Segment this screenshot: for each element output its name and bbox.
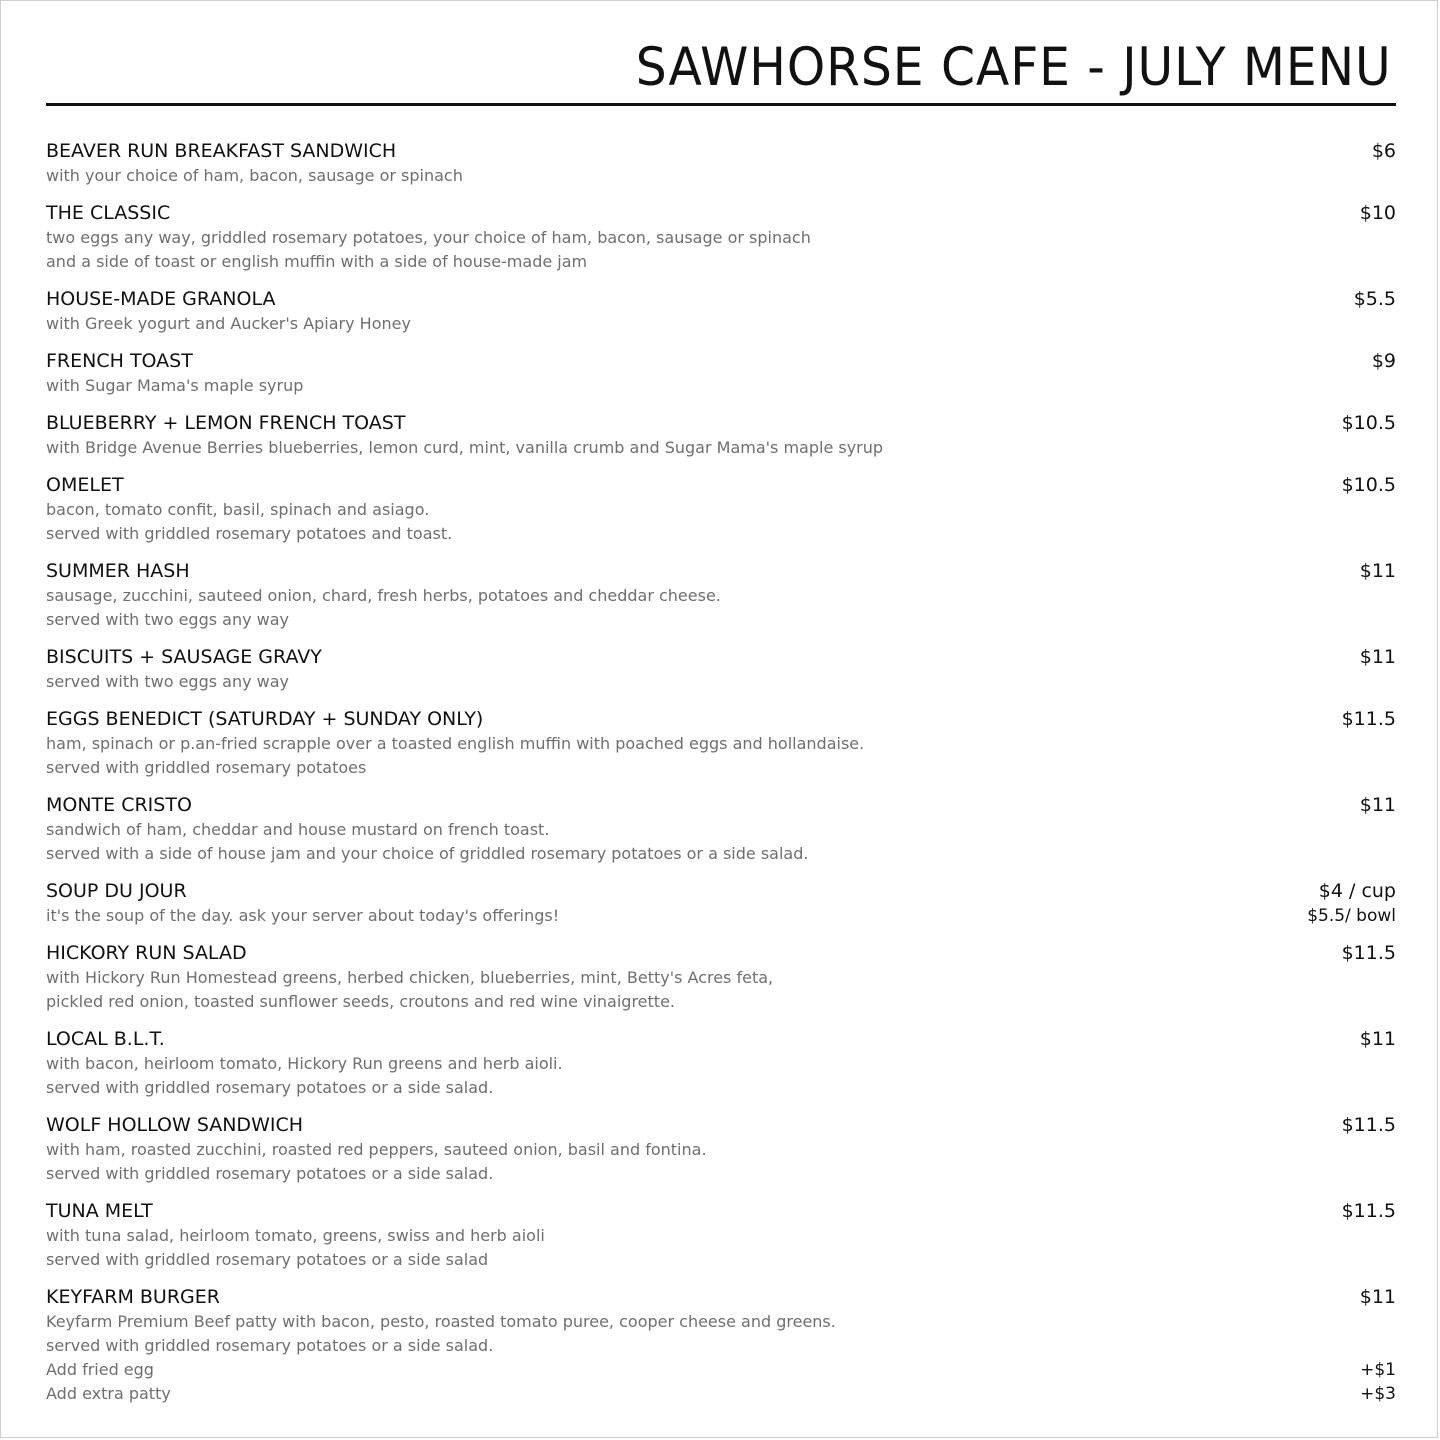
menu-addon [46, 1382, 1396, 1406]
menu-item [46, 1027, 1396, 1100]
menu-item-price-column [1360, 645, 1396, 670]
menu-title: SAWHORSE CAFE - JULY MENU [636, 37, 1392, 98]
menu-item-name: HOUSE-MADE GRANOLA [46, 288, 276, 310]
menu-item-price-secondary: $5.5/ bowl [1307, 906, 1396, 926]
menu-item-description: with tuna salad, heirloom tomato, greens, swiss and herb aioli [46, 1226, 545, 1245]
menu-item-price: $10.5 [1341, 474, 1396, 496]
menu-item-price-column [1342, 707, 1396, 732]
menu-item-name: HICKORY RUN SALAD [46, 942, 247, 964]
menu-item [46, 473, 1396, 546]
menu-item-price: $4 / cup [1318, 880, 1396, 902]
menu-item-description: served with griddled rosemary potatoes [46, 758, 367, 777]
menu-item-name: THE CLASSIC [46, 202, 171, 224]
menu-item [46, 879, 1396, 928]
menu-list [46, 139, 1396, 1406]
menu-item-price-column [1360, 201, 1396, 226]
menu-item-description: with ham, roasted zucchini, roasted red peppers, sauteed onion, basil and fontina. [46, 1140, 707, 1159]
menu-item-description: ham, spinach or p.an-fried scrapple over a toasted english muffin with poached eggs and hollandaise. [46, 734, 865, 753]
menu-item-name: MONTE CRISTO [46, 794, 192, 816]
menu-item-name: EGGS BENEDICT (SATURDAY + SUNDAY ONLY) [46, 708, 484, 730]
menu-item-price: $9 [1371, 350, 1396, 372]
menu-item-description: with your choice of ham, bacon, sausage or spinach [46, 166, 463, 185]
menu-item-name: BISCUITS + SAUSAGE GRAVY [46, 646, 322, 668]
menu-item-price-column [1307, 879, 1396, 928]
menu-item-description: with bacon, heirloom tomato, Hickory Run greens and herb aioli. [46, 1054, 563, 1073]
title-divider [46, 103, 1396, 106]
menu-item [46, 941, 1396, 1014]
menu-item-description: served with griddled rosemary potatoes or a side salad. [46, 1164, 494, 1183]
menu-item-description: sandwich of ham, cheddar and house mustard on french toast. [46, 820, 550, 839]
menu-item-price: $10 [1359, 202, 1396, 224]
menu-item-name: BEAVER RUN BREAKFAST SANDWICH [46, 140, 397, 162]
menu-addon-price: +$3 [1360, 1384, 1396, 1404]
menu-item-price: $11.5 [1341, 942, 1396, 964]
menu-item-price-column [1360, 559, 1396, 584]
menu-item-name: WOLF HOLLOW SANDWICH [46, 1114, 304, 1136]
menu-addon [46, 1358, 1396, 1382]
menu-item-price: $11 [1359, 794, 1396, 816]
menu-item-description: Keyfarm Premium Beef patty with bacon, pesto, roasted tomato puree, cooper cheese and greens. [46, 1312, 836, 1331]
menu-item-name: BLUEBERRY + LEMON FRENCH TOAST [46, 412, 406, 434]
menu-item-name: OMELET [46, 474, 124, 496]
menu-item [46, 707, 1396, 780]
menu-item-price-column [1360, 1027, 1396, 1052]
menu-item-name: LOCAL B.L.T. [46, 1028, 165, 1050]
menu-item-name: KEYFARM BURGER [46, 1286, 220, 1308]
menu-item-description: served with griddled rosemary potatoes and toast. [46, 524, 453, 543]
menu-item-price-column [1360, 1285, 1396, 1310]
menu-item [46, 645, 1396, 694]
menu-item [46, 287, 1396, 336]
menu-item-description: served with griddled rosemary potatoes or a side salad. [46, 1336, 494, 1355]
menu-item-price: $11 [1359, 1028, 1396, 1050]
menu-item [46, 1113, 1396, 1186]
menu-item [46, 201, 1396, 274]
menu-item-price: $11 [1359, 646, 1396, 668]
menu-item-price: $11.5 [1341, 1200, 1396, 1222]
menu-item-description: served with two eggs any way [46, 672, 290, 691]
menu-item [46, 793, 1396, 866]
menu-item-description: bacon, tomato confit, basil, spinach and asiago. [46, 500, 430, 519]
menu-item-price: $11.5 [1341, 1114, 1396, 1136]
menu-item [46, 559, 1396, 632]
menu-item-description: with Sugar Mama's maple syrup [46, 376, 304, 395]
menu-item [46, 139, 1396, 188]
menu-item-description: sausage, zucchini, sauteed onion, chard, fresh herbs, potatoes and cheddar cheese. [46, 586, 721, 605]
menu-item-description: two eggs any way, griddled rosemary potatoes, your choice of ham, bacon, sausage or spinach [46, 228, 811, 247]
menu-item-name: SUMMER HASH [46, 560, 190, 582]
menu-item-price-column [1372, 139, 1396, 164]
menu-item-description: served with griddled rosemary potatoes or a side salad [46, 1250, 489, 1269]
menu-item-description: and a side of toast or english muffin with a side of house-made jam [46, 252, 588, 271]
menu-item-description: served with a side of house jam and your choice of griddled rosemary potatoes or a side salad. [46, 844, 809, 863]
menu-item-description: served with two eggs any way [46, 610, 290, 629]
menu-item-price-column [1360, 793, 1396, 818]
menu-item [46, 411, 1396, 460]
menu-item-price: $5.5 [1353, 288, 1396, 310]
menu-item-price: $11.5 [1341, 708, 1396, 730]
menu-item-price: $6 [1371, 140, 1396, 162]
menu-item [46, 1285, 1396, 1406]
menu-item-price: $11 [1359, 560, 1396, 582]
menu-item-price: $10.5 [1341, 412, 1396, 434]
menu-item-description: with Greek yogurt and Aucker's Apiary Honey [46, 314, 411, 333]
menu-addon-label: Add extra patty [46, 1384, 171, 1403]
menu-item-price-column [1372, 349, 1396, 374]
menu-item-price-column [1342, 473, 1396, 498]
menu-item-price-column [1342, 941, 1396, 966]
menu-addon-price: +$1 [1360, 1360, 1396, 1380]
menu-item-description: with Hickory Run Homestead greens, herbed chicken, blueberries, mint, Betty's Acres feta, [46, 968, 774, 987]
menu-item-price: $11 [1359, 1286, 1396, 1308]
menu-item-description: it's the soup of the day. ask your server about today's offerings! [46, 906, 560, 925]
menu-item-price-column [1342, 1113, 1396, 1138]
menu-item-description: with Bridge Avenue Berries blueberries, lemon curd, mint, vanilla crumb and Sugar Mama's maple syrup [46, 438, 884, 457]
menu-item-name: FRENCH TOAST [46, 350, 193, 372]
menu-item-name: TUNA MELT [46, 1200, 153, 1222]
menu-addon-label: Add fried egg [46, 1360, 154, 1379]
menu-item [46, 1199, 1396, 1272]
menu-item-description: pickled red onion, toasted sunflower seeds, croutons and red wine vinaigrette. [46, 992, 675, 1011]
menu-item-price-column [1342, 411, 1396, 436]
menu-item-description: served with griddled rosemary potatoes or a side salad. [46, 1078, 494, 1097]
menu-item-price-column [1342, 1199, 1396, 1224]
menu-item [46, 349, 1396, 398]
menu-item-price-column [1354, 287, 1396, 312]
menu-item-name: SOUP DU JOUR [46, 880, 187, 902]
